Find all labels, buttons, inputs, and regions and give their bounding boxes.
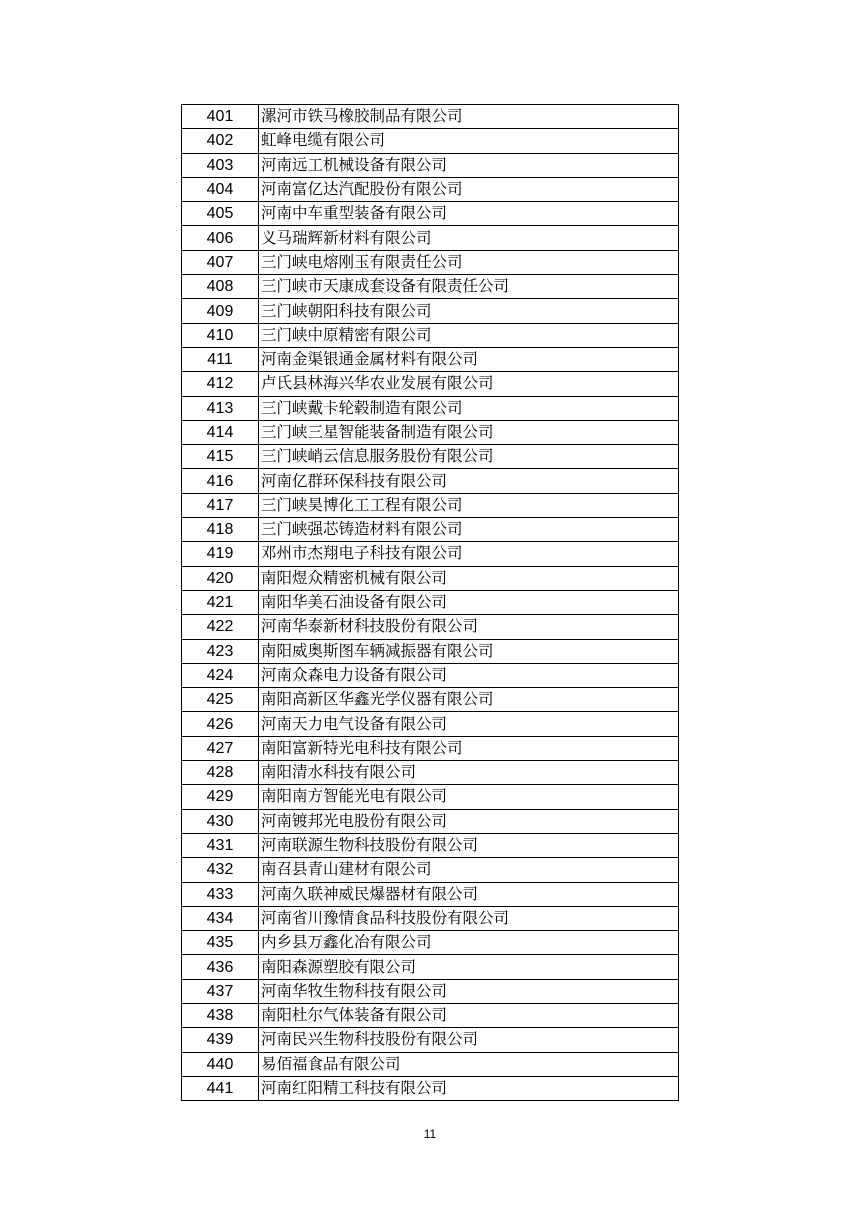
company-name-cell: 三门峡电熔刚玉有限责任公司 <box>259 250 679 274</box>
company-name-cell: 河南众森电力设备有限公司 <box>259 663 679 687</box>
table-row <box>182 299 679 323</box>
row-number-cell: 433 <box>182 882 259 906</box>
table-row <box>182 153 679 177</box>
table-row <box>182 396 679 420</box>
company-name-cell: 南阳南方智能光电有限公司 <box>259 785 679 809</box>
row-number-cell: 410 <box>182 323 259 347</box>
company-name-cell: 南阳杜尔气体装备有限公司 <box>259 1003 679 1027</box>
row-number-cell: 407 <box>182 250 259 274</box>
row-number-cell: 424 <box>182 663 259 687</box>
table-row <box>182 809 679 833</box>
table-row <box>182 323 679 347</box>
company-name-cell: 三门峡市天康成套设备有限责任公司 <box>259 275 679 299</box>
company-name-cell: 河南天力电气设备有限公司 <box>259 712 679 736</box>
row-number-cell: 408 <box>182 275 259 299</box>
table-row <box>182 542 679 566</box>
table-row <box>182 566 679 590</box>
table-row <box>182 420 679 444</box>
row-number-cell: 401 <box>182 105 259 129</box>
row-number-cell: 427 <box>182 736 259 760</box>
row-number-cell: 435 <box>182 931 259 955</box>
row-number-cell: 437 <box>182 979 259 1003</box>
row-number-cell: 440 <box>182 1052 259 1076</box>
row-number-cell: 405 <box>182 202 259 226</box>
company-name-cell: 南阳清水科技有限公司 <box>259 761 679 785</box>
company-name-cell: 河南华牧生物科技有限公司 <box>259 979 679 1003</box>
table-row <box>182 663 679 687</box>
row-number-cell: 402 <box>182 129 259 153</box>
company-name-cell: 河南联源生物科技股份有限公司 <box>259 833 679 857</box>
table-row <box>182 1028 679 1052</box>
row-number-cell: 439 <box>182 1028 259 1052</box>
table-row <box>182 590 679 614</box>
table-row <box>182 833 679 857</box>
company-name-cell: 河南红阳精工科技有限公司 <box>259 1076 679 1100</box>
row-number-cell: 436 <box>182 955 259 979</box>
table-row <box>182 347 679 371</box>
row-number-cell: 441 <box>182 1076 259 1100</box>
page-number: 11 <box>423 1127 437 1141</box>
row-number-cell: 404 <box>182 177 259 201</box>
table-row <box>182 226 679 250</box>
table-row <box>182 1076 679 1100</box>
table-row <box>182 931 679 955</box>
company-name-cell: 南阳富新特光电科技有限公司 <box>259 736 679 760</box>
row-number-cell: 438 <box>182 1003 259 1027</box>
table-row <box>182 979 679 1003</box>
table-row <box>182 906 679 930</box>
company-name-cell: 河南金渠银通金属材料有限公司 <box>259 347 679 371</box>
table-row <box>182 639 679 663</box>
company-name-cell: 河南华泰新材科技股份有限公司 <box>259 615 679 639</box>
table-row <box>182 736 679 760</box>
company-name-cell: 南召县青山建材有限公司 <box>259 858 679 882</box>
company-name-cell: 南阳高新区华鑫光学仪器有限公司 <box>259 688 679 712</box>
company-name-cell: 三门峡朝阳科技有限公司 <box>259 299 679 323</box>
company-name-cell: 南阳威奥斯图车辆减振器有限公司 <box>259 639 679 663</box>
table-row <box>182 518 679 542</box>
company-name-cell: 三门峡戴卡轮毂制造有限公司 <box>259 396 679 420</box>
row-number-cell: 412 <box>182 372 259 396</box>
row-number-cell: 429 <box>182 785 259 809</box>
row-number-cell: 416 <box>182 469 259 493</box>
company-name-cell: 内乡县万鑫化冶有限公司 <box>259 931 679 955</box>
company-name-cell: 河南富亿达汽配股份有限公司 <box>259 177 679 201</box>
row-number-cell: 409 <box>182 299 259 323</box>
row-number-cell: 421 <box>182 590 259 614</box>
company-name-cell: 漯河市铁马橡胶制品有限公司 <box>259 105 679 129</box>
table-row <box>182 469 679 493</box>
company-name-cell: 河南久联神威民爆器材有限公司 <box>259 882 679 906</box>
row-number-cell: 431 <box>182 833 259 857</box>
table-row <box>182 445 679 469</box>
table-row <box>182 177 679 201</box>
row-number-cell: 423 <box>182 639 259 663</box>
row-number-cell: 413 <box>182 396 259 420</box>
table-row <box>182 761 679 785</box>
company-list-table <box>181 104 679 1101</box>
table-row <box>182 105 679 129</box>
company-name-cell: 河南省川豫情食品科技股份有限公司 <box>259 906 679 930</box>
table-row <box>182 882 679 906</box>
table-row <box>182 688 679 712</box>
table-row <box>182 250 679 274</box>
table-row <box>182 785 679 809</box>
row-number-cell: 430 <box>182 809 259 833</box>
row-number-cell: 428 <box>182 761 259 785</box>
row-number-cell: 411 <box>182 347 259 371</box>
company-name-cell: 南阳森源塑胶有限公司 <box>259 955 679 979</box>
company-name-cell: 南阳煜众精密机械有限公司 <box>259 566 679 590</box>
company-name-cell: 南阳华美石油设备有限公司 <box>259 590 679 614</box>
row-number-cell: 414 <box>182 420 259 444</box>
company-name-cell: 三门峡中原精密有限公司 <box>259 323 679 347</box>
row-number-cell: 432 <box>182 858 259 882</box>
company-name-cell: 河南亿群环保科技有限公司 <box>259 469 679 493</box>
table-row <box>182 615 679 639</box>
row-number-cell: 417 <box>182 493 259 517</box>
table-row <box>182 275 679 299</box>
row-number-cell: 426 <box>182 712 259 736</box>
table-body <box>182 105 679 1101</box>
table-row <box>182 1003 679 1027</box>
row-number-cell: 420 <box>182 566 259 590</box>
table-row <box>182 712 679 736</box>
row-number-cell: 406 <box>182 226 259 250</box>
company-name-cell: 三门峡强芯铸造材料有限公司 <box>259 518 679 542</box>
company-name-cell: 河南镀邦光电股份有限公司 <box>259 809 679 833</box>
row-number-cell: 419 <box>182 542 259 566</box>
row-number-cell: 403 <box>182 153 259 177</box>
table-row <box>182 858 679 882</box>
table-row <box>182 129 679 153</box>
row-number-cell: 415 <box>182 445 259 469</box>
row-number-cell: 434 <box>182 906 259 930</box>
company-name-cell: 河南民兴生物科技股份有限公司 <box>259 1028 679 1052</box>
company-name-cell: 三门峡昊博化工工程有限公司 <box>259 493 679 517</box>
company-name-cell: 邓州市杰翔电子科技有限公司 <box>259 542 679 566</box>
company-name-cell: 河南中车重型装备有限公司 <box>259 202 679 226</box>
row-number-cell: 425 <box>182 688 259 712</box>
company-name-cell: 虹峰电缆有限公司 <box>259 129 679 153</box>
table-row <box>182 955 679 979</box>
table-row <box>182 372 679 396</box>
row-number-cell: 422 <box>182 615 259 639</box>
company-name-cell: 卢氏县林海兴华农业发展有限公司 <box>259 372 679 396</box>
company-name-cell: 易佰福食品有限公司 <box>259 1052 679 1076</box>
row-number-cell: 418 <box>182 518 259 542</box>
company-name-cell: 义马瑞辉新材料有限公司 <box>259 226 679 250</box>
table-row <box>182 1052 679 1076</box>
table-row <box>182 493 679 517</box>
company-name-cell: 三门峡三星智能装备制造有限公司 <box>259 420 679 444</box>
company-name-cell: 三门峡峭云信息服务股份有限公司 <box>259 445 679 469</box>
table-row <box>182 202 679 226</box>
company-name-cell: 河南远工机械设备有限公司 <box>259 153 679 177</box>
